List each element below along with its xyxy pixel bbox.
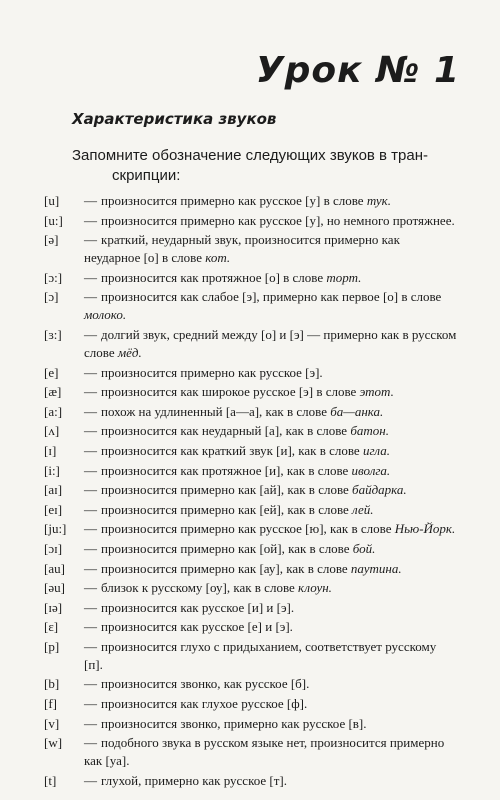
phonetic-symbol: [aɪ]	[44, 482, 63, 498]
phonetic-symbol: [u:]	[44, 212, 63, 228]
sound-description	[84, 618, 458, 636]
phonetic-symbol: [f]	[44, 696, 57, 712]
example-word: байдарка.	[352, 482, 407, 498]
sound-description	[84, 231, 458, 267]
example-word: кот.	[205, 250, 231, 266]
dash-separator: —	[84, 269, 97, 285]
sound-entry	[44, 364, 458, 382]
phonetic-symbol: [ɔɪ]	[44, 540, 63, 556]
example-word: мёд.	[117, 344, 142, 360]
sound-description	[84, 442, 458, 460]
example-word: этот.	[359, 384, 394, 400]
sound-description	[84, 501, 458, 519]
section-heading: Характеристика звуков	[72, 110, 277, 128]
dash-separator: —	[84, 696, 97, 712]
example-word: бой.	[352, 540, 376, 556]
description-text: произносится примерно как [ай], как в слове	[101, 482, 353, 498]
phonetic-symbol: [v]	[44, 715, 60, 731]
phonetic-symbol: [e]	[44, 364, 59, 380]
sound-list	[44, 192, 458, 791]
phonetic-symbol: [a:]	[44, 403, 63, 419]
dash-separator: —	[84, 326, 97, 342]
description-text: произносится как протяжное [о] в слове	[101, 269, 327, 285]
sound-entry	[44, 383, 458, 401]
dash-separator: —	[84, 772, 97, 788]
dash-separator: —	[84, 482, 97, 498]
sound-description	[84, 734, 458, 770]
sound-entry	[44, 579, 458, 597]
sound-description	[84, 675, 458, 693]
sound-entry	[44, 520, 458, 538]
description-text: произносится примерно как [ой], как в слове	[101, 540, 353, 556]
description-text: произносится звонко, примерно как русское [в].	[101, 715, 367, 731]
dash-separator: —	[84, 638, 97, 654]
sound-entry	[44, 212, 458, 230]
description-text: произносится примерно как [ей], как в слове	[101, 501, 353, 517]
sound-entry	[44, 734, 458, 770]
dash-separator: —	[84, 580, 97, 596]
sound-description	[84, 695, 458, 713]
phonetic-symbol: [ɔ]	[44, 289, 59, 305]
dash-separator: —	[84, 442, 97, 458]
dash-separator: —	[84, 364, 97, 380]
sound-description	[84, 288, 458, 324]
description-text: подобного звука в русском языке нет, произносится примерно как [уа].	[84, 735, 445, 769]
phonetic-symbol: [ə]	[44, 232, 59, 248]
sound-description	[84, 579, 458, 597]
dash-separator: —	[84, 521, 97, 537]
sound-entry	[44, 326, 458, 362]
example-word: иволга.	[351, 462, 391, 478]
phonetic-symbol: [æ]	[44, 384, 62, 400]
description-text: произносится глухо с придыханием, соответствует русскому [п].	[84, 638, 437, 672]
sound-entry	[44, 422, 458, 440]
phonetic-symbol: [w]	[44, 735, 63, 751]
description-text: глухой, примерно как русское [т].	[101, 772, 287, 788]
sound-description	[84, 326, 458, 362]
sound-description	[84, 715, 458, 733]
dash-separator: —	[84, 289, 97, 305]
description-text: краткий, неударный звук, произносится примерно как неударное [о] в слове	[84, 232, 400, 266]
sound-description	[84, 364, 458, 382]
phonetic-symbol: [eɪ]	[44, 501, 63, 517]
sound-entry	[44, 288, 458, 324]
description-text: произносится как русское [и] и [э].	[101, 599, 295, 615]
sound-description	[84, 540, 458, 558]
description-text: произносится как русское [е] и [э].	[101, 619, 293, 635]
description-text: произносится как широкое русское [э] в слове	[101, 384, 360, 400]
description-text: произносится примерно как русское [ю], как в слове	[101, 521, 395, 537]
sound-entry	[44, 540, 458, 558]
dash-separator: —	[84, 735, 97, 751]
description-text: произносится как неударный [а], как в слове	[101, 423, 351, 439]
sound-entry	[44, 462, 458, 480]
example-word: тук.	[366, 193, 391, 208]
dash-separator: —	[84, 560, 97, 576]
sound-description	[84, 560, 458, 578]
description-text: произносится примерно как русское [у] в слове	[101, 193, 367, 208]
phonetic-symbol: [b]	[44, 676, 60, 692]
example-word: ба—анка.	[330, 403, 384, 419]
intro-paragraph	[72, 146, 452, 186]
description-text: произносится примерно как русское [у], но немного протяжнее.	[101, 212, 455, 228]
dash-separator: —	[84, 403, 97, 419]
phonetic-symbol: [i:]	[44, 462, 60, 478]
sound-description	[84, 638, 458, 674]
sound-entry	[44, 269, 458, 287]
description-text: произносится примерно как [ау], как в слове	[101, 560, 351, 576]
sound-entry	[44, 638, 458, 674]
example-word: игла.	[362, 442, 390, 458]
description-text: произносится звонко, как русское [б].	[101, 676, 310, 692]
intro-line-2: скрипции:	[112, 167, 181, 184]
phonetic-symbol: [ɪə]	[44, 599, 63, 615]
description-text: произносится как слабое [э], примерно как первое [о] в слове	[101, 289, 442, 305]
description-text: долгий звук, средний между [о] и [э] — примерно как в русском слове	[84, 326, 457, 360]
dash-separator: —	[84, 462, 97, 478]
sound-description	[84, 422, 458, 440]
sound-entry	[44, 618, 458, 636]
sound-entry	[44, 675, 458, 693]
example-word: молоко.	[84, 307, 127, 323]
dash-separator: —	[84, 423, 97, 439]
description-text: произносится как глухое русское [ф].	[101, 696, 308, 712]
example-word: батон.	[350, 423, 389, 439]
sound-description	[84, 772, 458, 790]
dash-separator: —	[84, 619, 97, 635]
sound-description	[84, 192, 458, 210]
description-text: произносится как протяжное [и], как в слове	[101, 462, 352, 478]
sound-description	[84, 481, 458, 499]
phonetic-symbol: [p]	[44, 638, 60, 654]
dash-separator: —	[84, 676, 97, 692]
dash-separator: —	[84, 540, 97, 556]
intro-line-1: Запомните обозначение следующих звуков в тран-	[72, 147, 429, 164]
sound-description	[84, 269, 458, 287]
dash-separator: —	[84, 599, 97, 615]
sound-entry	[44, 403, 458, 421]
description-text: произносится примерно как русское [э].	[101, 364, 323, 380]
sound-entry	[44, 560, 458, 578]
description-text: близок к русскому [оу], как в слове	[101, 580, 299, 596]
phonetic-symbol: [ɔ:]	[44, 269, 63, 285]
example-word: Нью-Йорк.	[394, 521, 456, 537]
example-word: паутина.	[350, 560, 402, 576]
phonetic-symbol: [au]	[44, 560, 65, 576]
dash-separator: —	[84, 384, 97, 400]
phonetic-symbol: [əu]	[44, 580, 65, 596]
phonetic-symbol: [u]	[44, 193, 60, 208]
dash-separator: —	[84, 232, 97, 248]
sound-description	[84, 462, 458, 480]
phonetic-symbol: [ʌ]	[44, 423, 60, 439]
phonetic-symbol: [ɜ:]	[44, 326, 62, 342]
sound-entry	[44, 715, 458, 733]
phonetic-symbol: [ju:]	[44, 521, 67, 537]
dash-separator: —	[84, 715, 97, 731]
example-word: торт.	[326, 269, 362, 285]
description-text: похож на удлиненный [а—а], как в слове	[101, 403, 331, 419]
sound-description	[84, 520, 458, 538]
dash-separator: —	[84, 501, 97, 517]
sound-entry	[44, 772, 458, 790]
description-text: произносится как краткий звук [и], как в слове	[101, 442, 363, 458]
sound-entry	[44, 599, 458, 617]
sound-entry	[44, 442, 458, 460]
sound-entry	[44, 192, 458, 210]
sound-entry	[44, 501, 458, 519]
sound-description	[84, 212, 458, 230]
sound-description	[84, 383, 458, 401]
dash-separator: —	[84, 212, 97, 228]
sound-entry	[44, 231, 458, 267]
phonetic-symbol: [ɛ]	[44, 619, 59, 635]
sound-description	[84, 599, 458, 617]
sound-entry	[44, 695, 458, 713]
sound-description	[84, 403, 458, 421]
example-word: клоун.	[298, 580, 332, 596]
phonetic-symbol: [ɪ]	[44, 442, 57, 458]
phonetic-symbol: [t]	[44, 772, 57, 788]
dash-separator: —	[84, 193, 97, 208]
example-word: лей.	[352, 501, 374, 517]
sound-entry	[44, 481, 458, 499]
lesson-title: Урок № 1	[255, 50, 460, 91]
